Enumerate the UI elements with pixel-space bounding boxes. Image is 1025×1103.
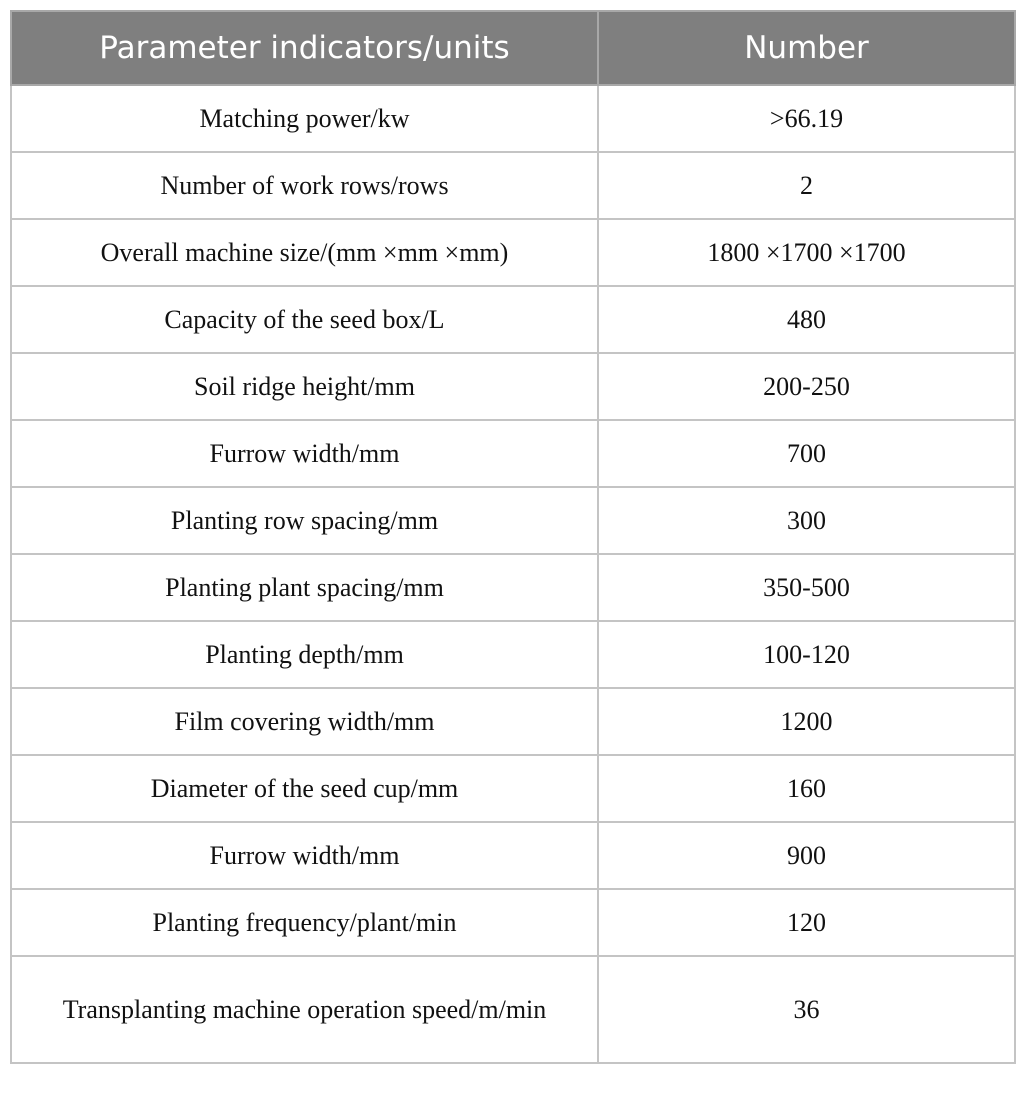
parameter-cell: Furrow width/mm	[11, 420, 598, 487]
number-cell: 350-500	[598, 554, 1015, 621]
table-row	[11, 353, 1015, 420]
parameter-cell: Planting frequency/plant/min	[11, 889, 598, 956]
header-row	[11, 11, 1015, 85]
table-row	[11, 755, 1015, 822]
number-cell: 2	[598, 152, 1015, 219]
header-parameter: Parameter indicators/units	[11, 11, 598, 85]
header-number: Number	[598, 11, 1015, 85]
parameter-cell: Matching power/kw	[11, 85, 598, 152]
number-cell: >66.19	[598, 85, 1015, 152]
table-row	[11, 286, 1015, 353]
parameter-cell: Film covering width/mm	[11, 688, 598, 755]
parameter-cell: Number of work rows/rows	[11, 152, 598, 219]
number-cell: 480	[598, 286, 1015, 353]
parameter-cell: Planting plant spacing/mm	[11, 554, 598, 621]
number-cell: 1200	[598, 688, 1015, 755]
table-row	[11, 85, 1015, 152]
parameter-cell: Planting row spacing/mm	[11, 487, 598, 554]
number-cell: 900	[598, 822, 1015, 889]
parameter-cell: Diameter of the seed cup/mm	[11, 755, 598, 822]
number-cell: 1800 ×1700 ×1700	[598, 219, 1015, 286]
parameter-table	[10, 10, 1016, 1064]
number-cell: 120	[598, 889, 1015, 956]
number-cell: 100-120	[598, 621, 1015, 688]
number-cell: 36	[598, 956, 1015, 1063]
table-row	[11, 956, 1015, 1063]
parameter-cell: Overall machine size/(mm ×mm ×mm)	[11, 219, 598, 286]
number-cell: 700	[598, 420, 1015, 487]
table-row	[11, 219, 1015, 286]
parameter-cell: Planting depth/mm	[11, 621, 598, 688]
number-cell: 300	[598, 487, 1015, 554]
table-row	[11, 822, 1015, 889]
parameter-cell: Transplanting machine operation speed/m/min	[11, 956, 598, 1063]
table-row	[11, 554, 1015, 621]
number-cell: 160	[598, 755, 1015, 822]
table-row	[11, 621, 1015, 688]
table-row	[11, 152, 1015, 219]
number-cell: 200-250	[598, 353, 1015, 420]
table-row	[11, 487, 1015, 554]
parameter-cell: Soil ridge height/mm	[11, 353, 598, 420]
parameter-cell: Furrow width/mm	[11, 822, 598, 889]
table-row	[11, 420, 1015, 487]
parameter-cell: Capacity of the seed box/L	[11, 286, 598, 353]
table-row	[11, 889, 1015, 956]
table-row	[11, 688, 1015, 755]
